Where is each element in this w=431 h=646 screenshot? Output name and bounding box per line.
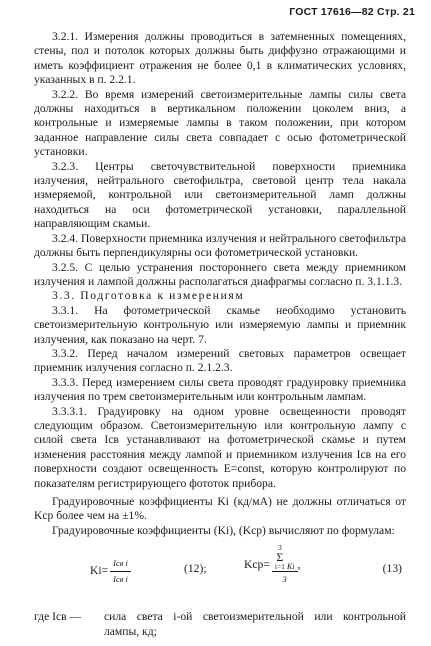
formula-13-fraction bbox=[272, 544, 298, 586]
formula-13 bbox=[244, 544, 300, 586]
formula-12-denominator: Iсв i bbox=[113, 573, 128, 584]
paragraph-3-2-4: 3.2.4. Поверхности приемника излучения и нейтрального светофильтра должны быть перпендикулярны оси фотометрической установки. bbox=[34, 231, 406, 260]
formula-block bbox=[34, 544, 406, 600]
formula-12-number: (12); bbox=[184, 562, 207, 576]
formula-13-numerator bbox=[272, 544, 298, 572]
formula-13-number: (13) bbox=[382, 562, 402, 576]
sum-upper-limit: 3 bbox=[278, 543, 282, 553]
sigma-symbol bbox=[275, 544, 285, 571]
formula-13-comma: , bbox=[297, 558, 301, 572]
formula-12-numerator: Iсв i bbox=[110, 556, 131, 571]
document-body bbox=[34, 30, 406, 639]
paragraph-coefficients-formulas: Градуировочные коэффициенты (Ki), (Kср) вычисляют по формулам: bbox=[52, 523, 395, 537]
paragraph-3-2-2: 3.2.2. Во время измерений светоизмерительные лампы силы света должны находиться в вертикальном положении цоколем вниз, а контрольные и измеряемые лампы в таком положении, при котором заданное направление силы света совпадает с осью фотометрической установки. bbox=[34, 87, 406, 159]
sum-lower-limit: i=1 bbox=[274, 562, 285, 572]
formula-12-lhs: Ki= bbox=[90, 563, 109, 577]
definition-term: где Iсв — bbox=[34, 610, 82, 624]
paragraph-3-3-1: 3.3.1. На фотометрической скамье необходимо установить светоизмерительную контрольную или измеряемую лампы и приемник излучения, как показано на черт. 7. bbox=[34, 303, 406, 346]
formula-13-denominator: 3 bbox=[282, 574, 287, 585]
definition-row bbox=[34, 610, 406, 639]
paragraph-3-2-5: 3.2.5. С целью устранения постороннего света между приемником излучения и лампой должны располагаться диафрагмы согласно п. 3.1.1.3. bbox=[34, 260, 406, 288]
sum-term: Ki bbox=[286, 562, 295, 572]
paragraph-3-3-3-1: 3.3.3.1. Градуировку на одном уровне освещенности проводят следующим образом. Светоизмерительную или контрольную лампу с силой света Iсв устанавливают на фотометрической скамье и путем изменения расстояния между лампой и приемником излучения Iсв на его поверхности создают освещенность E=const, которую контролируют по показателям регистрирующего фототок прибора. bbox=[34, 404, 406, 490]
paragraph-coefficients-tolerance: Градуировочные коэффициенты Ki (кд/мА) не должны отличаться от Kср более чем на ±1%. bbox=[34, 495, 406, 523]
paragraph-3-2-1: 3.2.1. Измерения должны проводиться в затемненных помещениях, стены, пол и потолок которых должны быть диффузно отражающими и иметь коэффициент отражения не более 0,1 в климатических условиях, указанных в п. 2.2.1. bbox=[34, 30, 406, 87]
definition-text: сила света i-ой светоизмерительной или контрольной лампы, кд; bbox=[104, 610, 406, 638]
sum-sign: Σ bbox=[276, 550, 284, 565]
formula-12 bbox=[90, 556, 131, 586]
paragraph-3-2-3: 3.2.3. Центры светочувствительной поверхности приемника излучения, нейтрального светофильтра, световой центр тела накала измеряемой, контрольной или светоизмерительной ламп должны находиться на оси фотометрической установки, параллельной направляющим скамьи. bbox=[34, 159, 406, 231]
section-heading-3-3: 3.3. Подготовка к измерениям bbox=[52, 289, 245, 303]
paragraph-3-3-2: 3.3.2. Перед началом измерений световых параметров освещает приемник излучения согласно п. 2.1.2.3. bbox=[34, 346, 406, 375]
page-header: ГОСТ 17616—82 Стр. 21 bbox=[289, 6, 415, 18]
formula-12-fraction bbox=[110, 556, 131, 586]
paragraph-3-3-3: 3.3.3. Перед измерением силы света проводят градуировку приемника излучения по трем светоизмерительным или контрольным лампам. bbox=[34, 375, 406, 404]
formula-13-lhs: Kср= bbox=[244, 558, 270, 572]
